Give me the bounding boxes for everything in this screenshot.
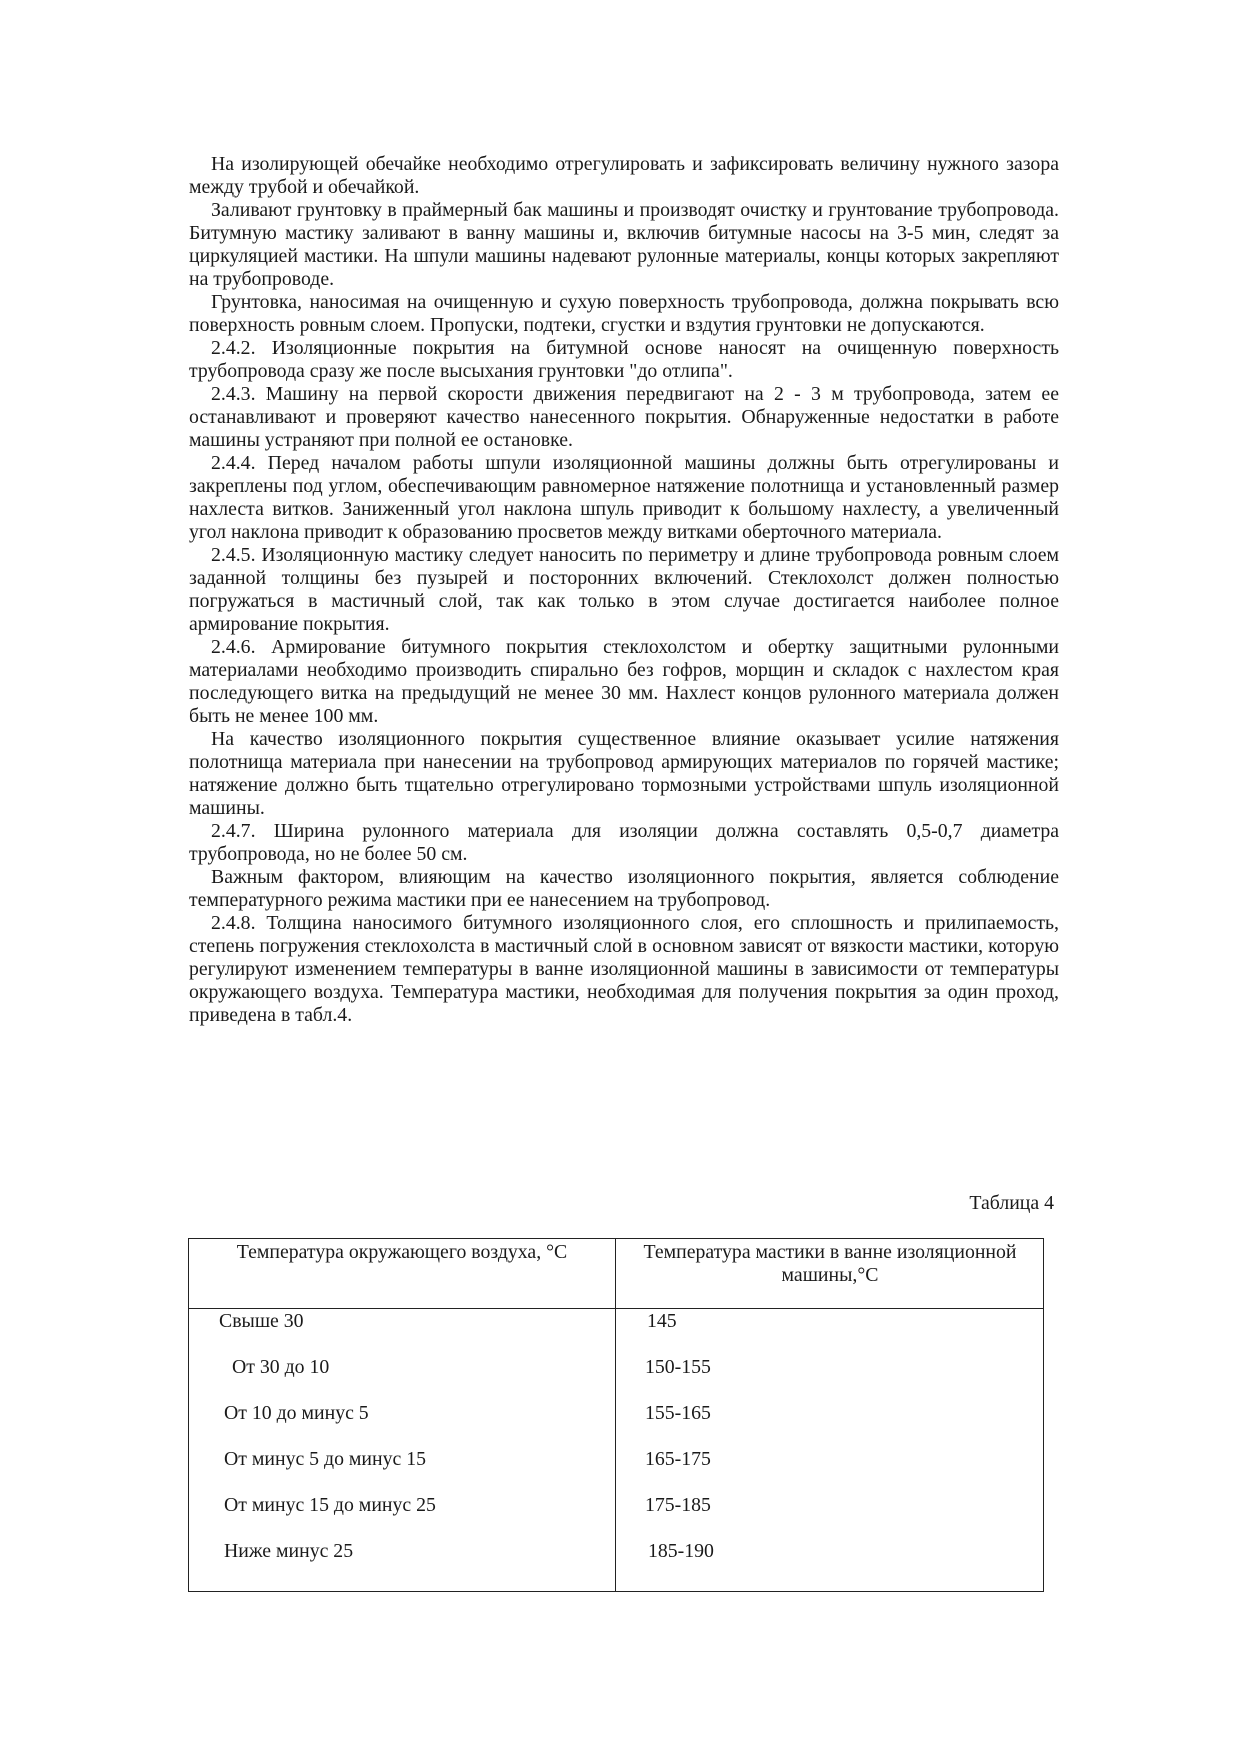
column-header-air-temperature: Температура окружающего воздуха, °С (236, 1241, 568, 1263)
mastic-temperature-cell: 150-155 (645, 1356, 711, 1378)
mastic-temperature-cell: 185-190 (648, 1540, 714, 1562)
paragraph: На качество изоляционного покрытия существенное влияние оказывает усилие натяжения полотнища материала при нанесении на трубопровод армирующих материалов по горячей мастике; натяжение должно быть тщательно отрегулировано тормозными устройствами шпуль изоляционной машины. (189, 728, 1059, 819)
paragraph: На изолирующей обечайке необходимо отрегулировать и зафиксировать величину нужного зазора между трубой и обечайкой. (189, 153, 1059, 198)
table-row (189, 1448, 1043, 1494)
table-caption: Таблица 4 (969, 1192, 1054, 1214)
paragraph: 2.4.3. Машину на первой скорости движения передвигают на 2 - 3 м трубопровода, затем ее останавливают и проверяют качество нанесенного покрытия. Обнаруженные недостатки в работе машины устраняют при полной ее остановке. (189, 383, 1059, 451)
mastic-temperature-cell: 145 (647, 1310, 677, 1332)
body-text (189, 153, 1059, 1027)
mastic-temperature-cell: 155-165 (645, 1402, 711, 1424)
mastic-temperature-cell: 165-175 (645, 1448, 711, 1470)
table-row (189, 1494, 1043, 1540)
table-row (189, 1310, 1043, 1356)
air-temperature-cell: От минус 15 до минус 25 (224, 1494, 436, 1516)
table-row (189, 1356, 1043, 1402)
paragraph: 2.4.7. Ширина рулонного материала для изоляции должна составлять 0,5-0,7 диаметра трубопровода, но не более 50 см. (189, 820, 1059, 865)
paragraph: Заливают грунтовку в праймерный бак машины и производят очистку и грунтование трубопровода. Битумную мастику заливают в ванну машины и, включив битумные насосы на 3-5 мин, следят за циркуляцией мастики. На шпули машины надевают рулонные материалы, концы которых закрепляют на трубопроводе. (189, 199, 1059, 290)
air-temperature-cell: От 30 до 10 (232, 1356, 330, 1378)
paragraph: Грунтовка, наносимая на очищенную и сухую поверхность трубопровода, должна покрывать всю поверхность ровным слоем. Пропуски, подтеки, сгустки и вздутия грунтовки не допускаются. (189, 291, 1059, 336)
air-temperature-cell: От 10 до минус 5 (224, 1402, 369, 1424)
table-row (189, 1402, 1043, 1448)
header-divider (189, 1308, 1043, 1309)
paragraph: 2.4.8. Толщина наносимого битумного изоляционного слоя, его сплошность и прилипаемость, степень погружения стеклохолста в мастичный слой в основном зависят от вязкости мастики, которую регулируют изменением температуры в ванне изоляционной машины в зависимости от температуры окружающего воздуха. Температура мастики, необходимая для получения покрытия за один проход, приведена в табл.4. (189, 912, 1059, 1026)
paragraph: 2.4.4. Перед началом работы шпули изоляционной машины должны быть отрегулированы и закреплены под углом, обеспечивающим равномерное натяжение полотнища и установленный размер нахлеста витков. Заниженный угол наклона шпуль приводит к большому нахлесту, а увеличенный угол наклона приводит к образованию просветов между витками оберточного материала. (189, 452, 1059, 543)
paragraph: 2.4.5. Изоляционную мастику следует наносить по периметру и длине трубопровода ровным слоем заданной толщины без пузырей и посторонних включений. Стеклохолст должен полностью погружаться в мастичный слой, так как только в этом случае достигается наиболее полное армирование покрытия. (189, 544, 1059, 635)
air-temperature-cell: Ниже минус 25 (224, 1540, 354, 1562)
mastic-temperature-cell: 175-185 (645, 1494, 711, 1516)
paragraph: 2.4.6. Армирование битумного покрытия стеклохолстом и обертку защитными рулонными материалами необходимо производить спирально без гофров, морщин и складок с нахлестом края последующего витка на предыдущий не менее 30 мм. Нахлест концов рулонного материала должен быть не менее 100 мм. (189, 636, 1059, 727)
table-row (189, 1540, 1043, 1586)
air-temperature-cell: Свыше 30 (219, 1310, 304, 1332)
paragraph: 2.4.2. Изоляционные покрытия на битумной основе наносят на очищенную поверхность трубопровода сразу же после высыхания грунтовки "до отлипа". (189, 337, 1059, 382)
air-temperature-cell: От минус 5 до минус 15 (224, 1448, 427, 1470)
temperature-table (188, 1238, 1044, 1592)
paragraph: Важным фактором, влияющим на качество изоляционного покрытия, является соблюдение температурного режима мастики при ее нанесением на трубопровод. (189, 866, 1059, 911)
column-header-mastic-temperature: Температура мастики в ванне изоляционной машины,°С (643, 1241, 1017, 1286)
